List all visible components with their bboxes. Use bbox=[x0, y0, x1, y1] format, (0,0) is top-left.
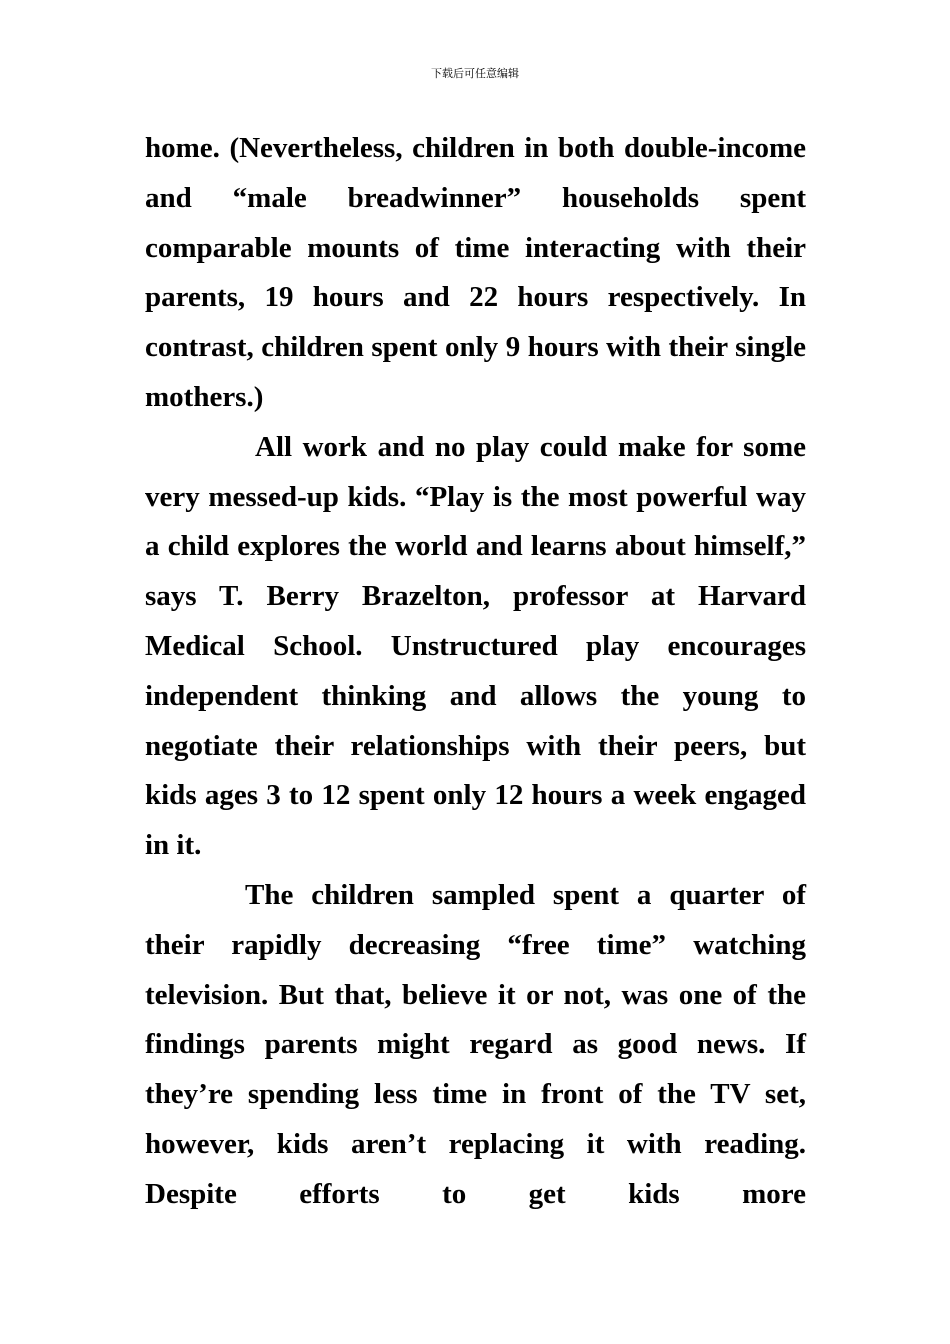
paragraph-television: The children sampled spent a quarter of their rapidly decreasing “free time” watching television. But that, believe it or not, was one of the findings parents might regard as good news. If they’re spending less time in front of the TV set, however, kids aren’t replacing it with reading. Despite efforts to get kids more bbox=[145, 878, 806, 1210]
document-body bbox=[145, 124, 806, 1220]
page-header: 下载后可任意编辑 bbox=[431, 67, 519, 80]
paragraph-continued: home. (Nevertheless, children in both double-income and “male breadwinner” households spent comparable mounts of time interacting with their parents, 19 hours and 22 hours respectively. In contrast, children spent only 9 hours with their single mothers.) bbox=[145, 132, 806, 413]
paragraph-play: All work and no play could make for some very messed-up kids. “Play is the most powerful way a child explores the world and learns about himself,” says T. Berry Brazelton, professor at Harvard Medical School. Unstructured play encourages independent thinking and allows the young to negotiate their relationships with their peers, but kids ages 3 to 12 spent only 12 hours a week engaged in it. bbox=[145, 430, 806, 862]
